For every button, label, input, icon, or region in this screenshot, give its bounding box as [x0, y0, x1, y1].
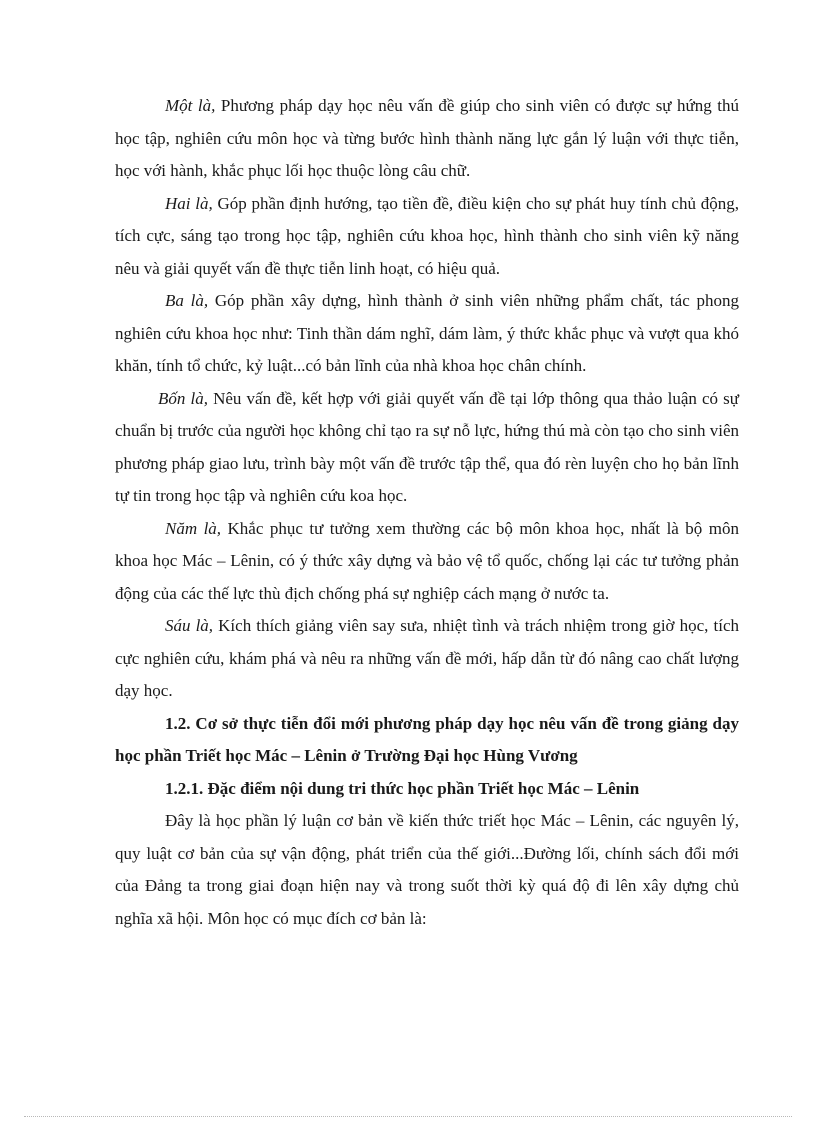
paragraph-text: Phương pháp dạy học nêu vấn đề giúp cho sinh viên có được sự hứng thú học tập, nghiên cứu môn học và từng bước hình thành năng lực gắn lý luận với thực tiễn, học với hành, khắc phục lối học thuộc lòng câu chữ. [115, 96, 739, 180]
section-heading-1-2: 1.2. Cơ sở thực tiễn đổi mới phương pháp dạy học nêu vấn đề trong giảng dạy học phần Triết học Mác – Lênin ở Trường Đại học Hùng Vương [115, 713, 739, 765]
document-body [115, 90, 739, 935]
paragraph-text: Khắc phục tư tưởng xem thường các bộ môn khoa học, nhất là bộ môn khoa học Mác – Lênin, có ý thức xây dựng và bảo vệ tổ quốc, chống lại các tư tưởng phản động của các thế lực thù địch chống phá sự nghiệp cách mạng ở nước ta. [115, 518, 739, 603]
paragraph-lead: Sáu là, [165, 616, 214, 635]
paragraph-hai-la [115, 188, 739, 286]
paragraph-lead: Bốn là, [158, 388, 208, 408]
page-bottom-divider [24, 1116, 792, 1117]
paragraph-lead: Hai là, [165, 193, 213, 213]
paragraph-text: Góp phần xây dựng, hình thành ở sinh viên những phẩm chất, tác phong nghiên cứu khoa học như: Tinh thần dám nghĩ, dám làm, ý thức khắc phục và vượt qua khó khăn, tính tổ chức, kỷ luật...có bản lĩnh của nhà khoa học chân chính. [115, 291, 740, 375]
paragraph-ba-la [115, 285, 739, 383]
paragraph-text: Nêu vấn đề, kết hợp với giải quyết vấn đề tại lớp thông qua thảo luận có sự chuẩn bị trước của người học không chỉ tạo ra sự nỗ lực, hứng thú mà còn tạo cho sinh viên phương pháp giao lưu, trình bày một vấn đề trước tập thể, qua đó rèn luyện cho họ bản lĩnh tự tin trong học tập và nghiên cứu koa học. [115, 388, 740, 505]
paragraph-sau-la [115, 610, 739, 708]
paragraph-nam-la [115, 513, 739, 611]
paragraph-lead: Năm là, [165, 518, 222, 538]
paragraph-text: Góp phần định hướng, tạo tiền đề, điều kiện cho sự phát huy tính chủ động, tích cực, sáng tạo trong học tập, nghiên cứu khoa học, hình thành cho sinh viên kỹ năng nêu và giải quyết vấn đề thực tiễn linh hoạt, có hiệu quả. [115, 193, 739, 278]
section-heading-1-2-1: 1.2.1. Đặc điểm nội dung tri thức học phần Triết học Mác – Lênin [165, 778, 640, 798]
paragraph-lead: Ba là, [165, 291, 209, 310]
paragraph-text: Kích thích giảng viên say sưa, nhiệt tình và trách nhiệm trong giờ học, tích cực nghiên cứu, khám phá và nêu ra những vấn đề mới, hấp dẫn từ đó nâng cao chất lượng dạy học. [115, 616, 739, 700]
paragraph-bon-la [115, 383, 739, 513]
paragraph-lead: Một là, [165, 96, 216, 115]
paragraph-closing: Đây là học phần lý luận cơ bản về kiến thức triết học Mác – Lênin, các nguyên lý, quy luật cơ bản của sự vận động, phát triển của thế giới...Đường lối, chính sách đổi mới của Đảng ta trong giai đoạn hiện nay và trong suốt thời kỳ quá độ đi lên xây dựng chủ nghĩa xã hội. Môn học có mục đích cơ bản là: [115, 811, 739, 928]
paragraph-mot-la [115, 90, 739, 188]
